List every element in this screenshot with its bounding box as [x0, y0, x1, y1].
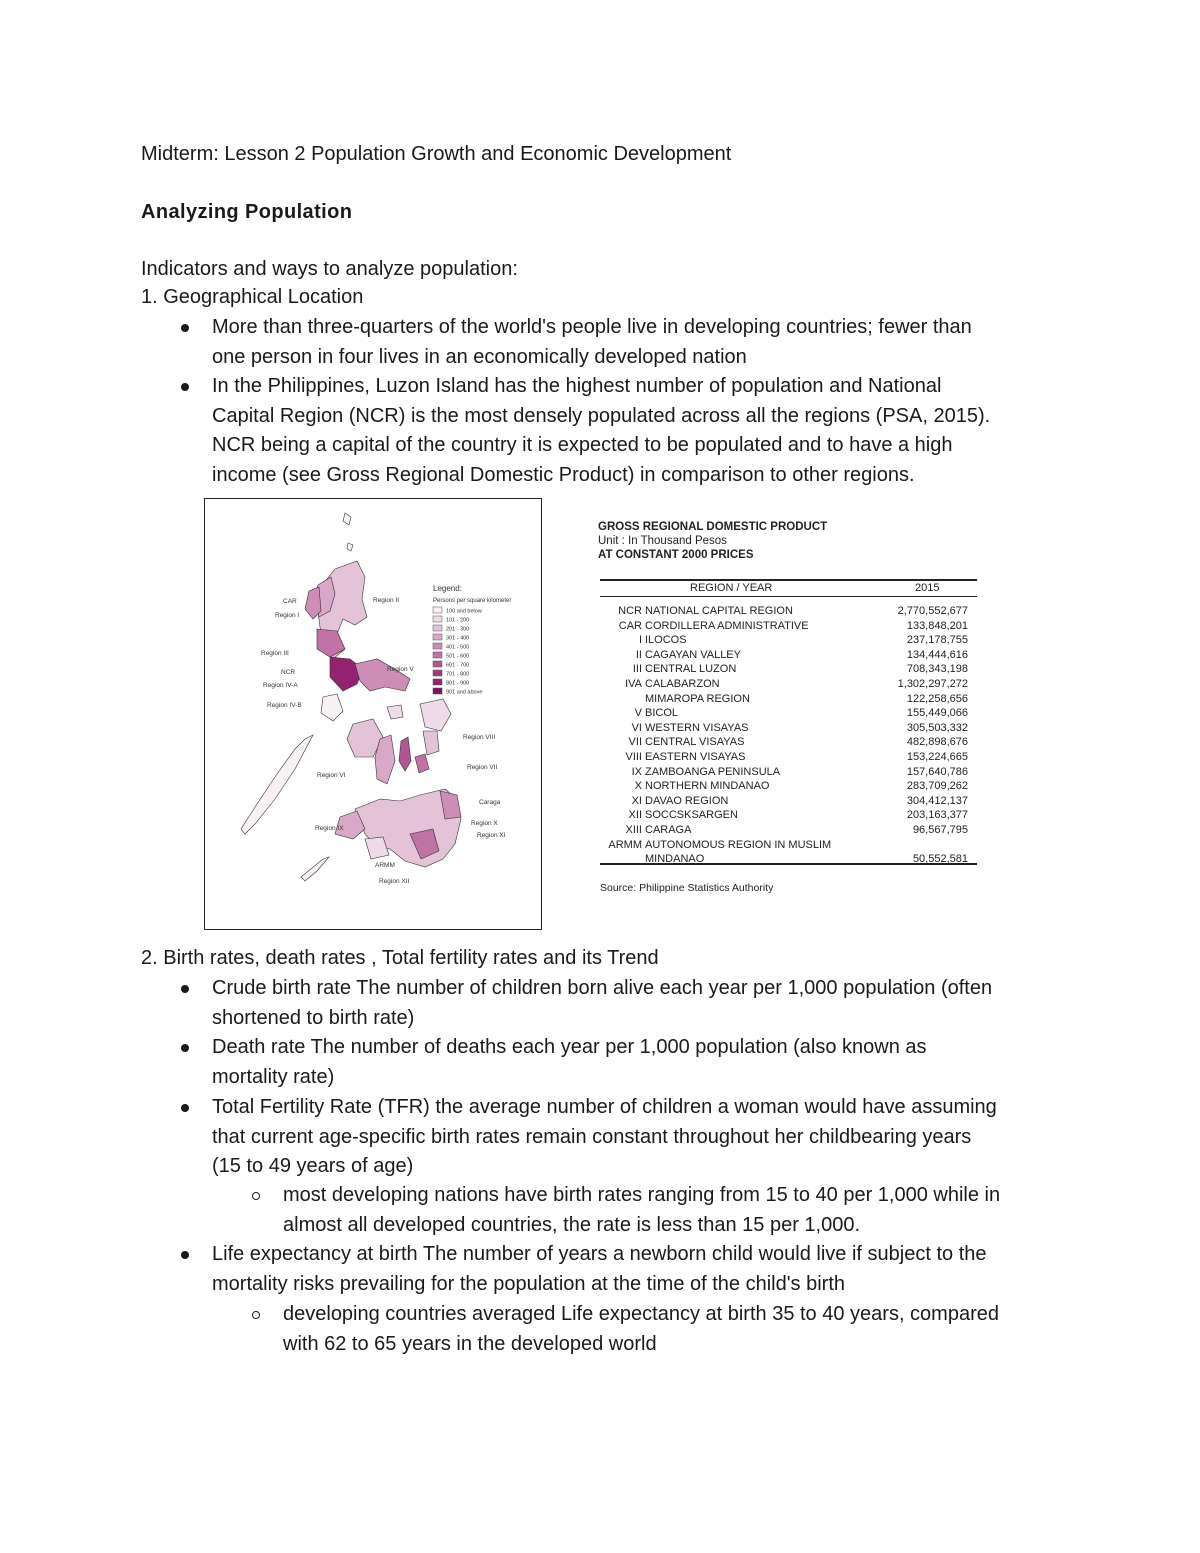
bullet-tfr [212, 1093, 1092, 1182]
gdp-region-code: V [634, 707, 642, 720]
bullet-line: (15 to 49 years of age) [212, 1155, 414, 1177]
gdp-source: Source: Philippine Statistics Authority [600, 882, 774, 894]
gdp-region-value: 155,449,066 [906, 707, 968, 720]
legend-swatch [433, 679, 442, 685]
gdp-region-name: ZAMBOANGA PENINSULA [645, 765, 781, 778]
gdp-region-value: 157,640,786 [906, 765, 968, 778]
gdp-table-row [598, 604, 976, 619]
map-label-region-4b: Region IV-B [267, 702, 302, 709]
gdp-table-row [598, 765, 976, 780]
gdp-region-name: SOCCSKSARGEN [645, 809, 738, 822]
map-label-region-8: Region VIII [463, 734, 496, 741]
gdp-region-value: 708,343,198 [906, 663, 968, 676]
bullet-line: developing countries averaged Life expectancy at birth 35 to 40 years, compared [283, 1303, 999, 1325]
gdp-bottom-rule [600, 863, 977, 865]
legend-label: 801 - 900 [446, 680, 470, 687]
gdp-title: GROSS REGIONAL DOMESTIC PRODUCT [598, 521, 828, 533]
masbate-shape [387, 705, 403, 719]
gdp-region-value: 482,898,676 [906, 736, 968, 749]
gdp-table-row [598, 808, 976, 823]
gdp-region-code: NCR [618, 605, 642, 617]
gdp-region-value: 134,444,616 [906, 648, 968, 661]
bullet-line: mortality rate) [212, 1065, 335, 1088]
gdp-region-code: II [635, 648, 642, 661]
sub-bullet-life-expectancy [283, 1300, 1083, 1359]
gdp-region-value: 305,503,332 [906, 721, 968, 734]
legend-swatch [433, 670, 442, 676]
legend-label: 901 and above [446, 689, 483, 696]
gdp-region-name: BICOL [645, 707, 679, 720]
legend-label: 501 - 600 [446, 653, 470, 660]
gdp-region-value: 122,258,656 [906, 692, 968, 705]
bullet-line: Total Fertility Rate (TFR) the average number of children a woman would have assuming [212, 1096, 997, 1118]
legend-label: 101 - 200 [446, 617, 470, 624]
gdp-table-row [598, 794, 976, 809]
gdp-table-row [598, 735, 976, 750]
map-label-region-6: Region VI [317, 772, 346, 779]
map-label-region-12: Region XII [379, 878, 410, 885]
bullet-ring-icon [252, 1192, 260, 1200]
gdp-region-code: IX [631, 765, 642, 778]
gdp-table-row [598, 838, 976, 853]
gdp-table-header [600, 579, 977, 597]
philippines-map-svg [205, 499, 542, 930]
samar-shape [420, 699, 451, 731]
gdp-table [598, 520, 978, 894]
map-label-ncr: NCR [281, 669, 296, 676]
gdp-region-name: CORDILLERA ADMINISTRATIVE [645, 619, 809, 632]
bullet-ring-icon [252, 1311, 260, 1319]
gdp-region-value: 50,552,581 [912, 853, 968, 866]
bullet-dot-icon [181, 383, 189, 391]
gdp-col-region: REGION / YEAR [690, 582, 773, 594]
legend-swatch [433, 607, 442, 613]
legend-swatch [433, 643, 442, 649]
bullet-line: most developing nations have birth rates ranging from 15 to 40 per 1,000 while in [283, 1184, 1001, 1206]
gdp-region-code: VIII [625, 751, 642, 763]
bullet-dot-icon [181, 1251, 189, 1259]
map-label-armm: ARMM [375, 862, 395, 869]
list-item-1: 1. Geographical Location [141, 286, 364, 308]
gdp-region-name: CENTRAL LUZON [645, 663, 737, 676]
gdp-table-row [598, 823, 976, 838]
region-5-shape [355, 659, 410, 691]
gdp-region-code: XIII [625, 824, 642, 836]
gdp-prices: AT CONSTANT 2000 PRICES [598, 549, 754, 561]
map-label-region-9: Region IX [315, 825, 344, 832]
gdp-region-code: XII [628, 809, 642, 822]
bullet-death-rate [212, 1033, 1092, 1092]
bullet-dot-icon [181, 985, 189, 993]
gdp-table-row [598, 750, 976, 765]
map-label-region-2: Region II [373, 597, 400, 604]
gdp-region-code: XI [631, 794, 642, 807]
legend-label: 301 - 400 [446, 635, 470, 642]
gdp-region-code: I [638, 634, 642, 647]
gdp-region-value: 2,770,552,677 [897, 605, 968, 617]
legend-swatch [433, 688, 442, 694]
bullet-line: Crude birth rate The number of children born alive each year per 1,000 population (often [212, 977, 993, 999]
bullet-line: Death rate The number of deaths each year per 1,000 population (also known as [212, 1036, 927, 1058]
gdp-table-row [598, 706, 976, 721]
gdp-table-row [598, 779, 976, 794]
gdp-table-row [598, 662, 976, 677]
intro-text: Indicators and ways to analyze population: [141, 258, 518, 280]
sulu-shape [301, 857, 329, 881]
legend-swatch [433, 616, 442, 622]
map-label-region-7: Region VII [467, 764, 498, 771]
bullet-line: income (see Gross Regional Domestic Product) in comparison to other regions. [212, 463, 915, 486]
list-item-2: 2. Birth rates, death rates , Total fertility rates and its Trend [141, 947, 659, 969]
gdp-region-name: MINDANAO [645, 853, 705, 866]
gdp-region-name: NORTHERN MINDANAO [645, 780, 770, 793]
gdp-table-row [598, 619, 976, 634]
bullet-line: mortality risks prevailing for the population at the time of the child's birth [212, 1272, 846, 1295]
gdp-region-value: 133,848,201 [906, 619, 968, 632]
map-label-caraga: Caraga [479, 799, 501, 806]
cebu-shape [399, 737, 411, 771]
map-label-car: CAR [283, 598, 297, 605]
gdp-region-value: 153,224,665 [906, 751, 968, 763]
gdp-region-name: WESTERN VISAYAS [645, 721, 749, 734]
bullet-line: Life expectancy at birth The number of years a newborn child would live if subject to the [212, 1243, 987, 1265]
gdp-col-year: 2015 [915, 582, 940, 594]
gdp-table-row [598, 721, 976, 736]
gdp-region-name: CARAGA [645, 824, 692, 836]
legend-label: 401 - 500 [446, 644, 470, 651]
legend-label: 601 - 700 [446, 662, 470, 669]
bullet-dot-icon [181, 1044, 189, 1052]
sub-bullet-birth-ranges [283, 1181, 1083, 1240]
map-label-region-10: Region X [471, 820, 498, 827]
legend-label: 201 - 300 [446, 626, 470, 633]
gdp-region-value: 1,302,297,272 [897, 678, 968, 690]
gdp-table-row [598, 633, 976, 648]
gdp-region-code: CAR [618, 619, 642, 632]
bullet-birth-rate [212, 974, 1092, 1033]
map-label-region-4a: Region IV-A [263, 682, 298, 689]
map-label-region-11: Region XI [477, 832, 506, 839]
gdp-table-row [598, 677, 976, 692]
map-label-region-3: Region III [261, 650, 289, 657]
gdp-table-row [598, 648, 976, 663]
legend-title: Legend: [433, 584, 462, 593]
bullet-2 [212, 372, 1092, 490]
bullet-line: In the Philippines, Luzon Island has the highest number of population and National [212, 375, 942, 397]
map-label-region-1: Region I [275, 612, 300, 619]
gdp-region-code: X [634, 780, 642, 793]
gdp-region-name: AUTONOMOUS REGION IN MUSLIM [645, 838, 832, 851]
legend-swatch [433, 652, 442, 658]
legend [433, 607, 482, 696]
gdp-region-name: DAVAO REGION [645, 794, 729, 807]
legend-label: 100 and below [446, 608, 482, 615]
bullet-line: More than three-quarters of the world's people live in developing countries; fewer than [212, 316, 972, 338]
bullet-line: with 62 to 65 years in the developed world [283, 1332, 657, 1355]
bohol-shape [415, 754, 429, 773]
legend-swatch [433, 634, 442, 640]
gdp-region-name: CALABARZON [645, 678, 720, 690]
babuyan-shape [347, 543, 353, 551]
gdp-region-name: CAGAYAN VALLEY [645, 648, 741, 661]
bullet-line: that current age-specific birth rates remain constant throughout her childbearing years [212, 1125, 972, 1148]
gdp-region-name: ILOCOS [645, 634, 687, 647]
batanes-shape [343, 513, 351, 525]
gdp-region-value: 304,412,137 [906, 794, 968, 807]
bullet-1 [212, 313, 1092, 372]
gdp-region-code: VI [631, 721, 642, 734]
bullet-line: NCR being a capital of the country it is expected to be populated and to have a high [212, 434, 953, 456]
legend-swatch [433, 661, 442, 667]
bullet-line: shortened to birth rate) [212, 1006, 415, 1029]
gdp-region-value: 237,178,755 [906, 634, 968, 647]
gdp-region-name: NATIONAL CAPITAL REGION [645, 605, 793, 617]
bullet-life-expectancy [212, 1240, 1092, 1299]
gdp-region-name: MIMAROPA REGION [645, 692, 750, 705]
gdp-region-value: 203,163,377 [906, 809, 968, 822]
legend-swatch [433, 625, 442, 631]
gdp-region-value: 283,709,262 [906, 780, 968, 793]
bullet-dot-icon [181, 1104, 189, 1112]
bullet-dot-icon [181, 324, 189, 332]
bullet-line: almost all developed countries, the rate is less than 15 per 1,000. [283, 1213, 861, 1236]
gdp-region-code: III [632, 663, 642, 676]
legend-subtitle: Persons per square kilometer [433, 598, 512, 604]
palawan-shape [241, 735, 313, 834]
section-heading: Analyzing Population [141, 201, 353, 223]
gdp-region-name: EASTERN VISAYAS [645, 751, 746, 763]
gdp-region-value: 96,567,795 [912, 824, 968, 836]
gdp-unit: Unit : In Thousand Pesos [598, 535, 727, 547]
leyte-shape [423, 731, 439, 755]
gdp-region-name: CENTRAL VISAYAS [645, 736, 745, 749]
bullet-line: one person in four lives in an economically developed nation [212, 345, 747, 368]
map-label-region-5: Region V [387, 666, 414, 673]
mindoro-shape [321, 694, 343, 721]
legend-label: 701 - 800 [446, 671, 470, 678]
gdp-region-code: VII [628, 736, 642, 749]
population-density-map [204, 498, 542, 930]
bullet-line: Capital Region (NCR) is the most densely populated across all the regions (PSA, 2015). [212, 404, 991, 427]
gdp-region-code: IVA [625, 678, 642, 690]
gdp-region-code: ARMM [608, 838, 642, 851]
document-title: Midterm: Lesson 2 Population Growth and Economic Development [141, 143, 732, 165]
gdp-table-row [598, 692, 976, 707]
